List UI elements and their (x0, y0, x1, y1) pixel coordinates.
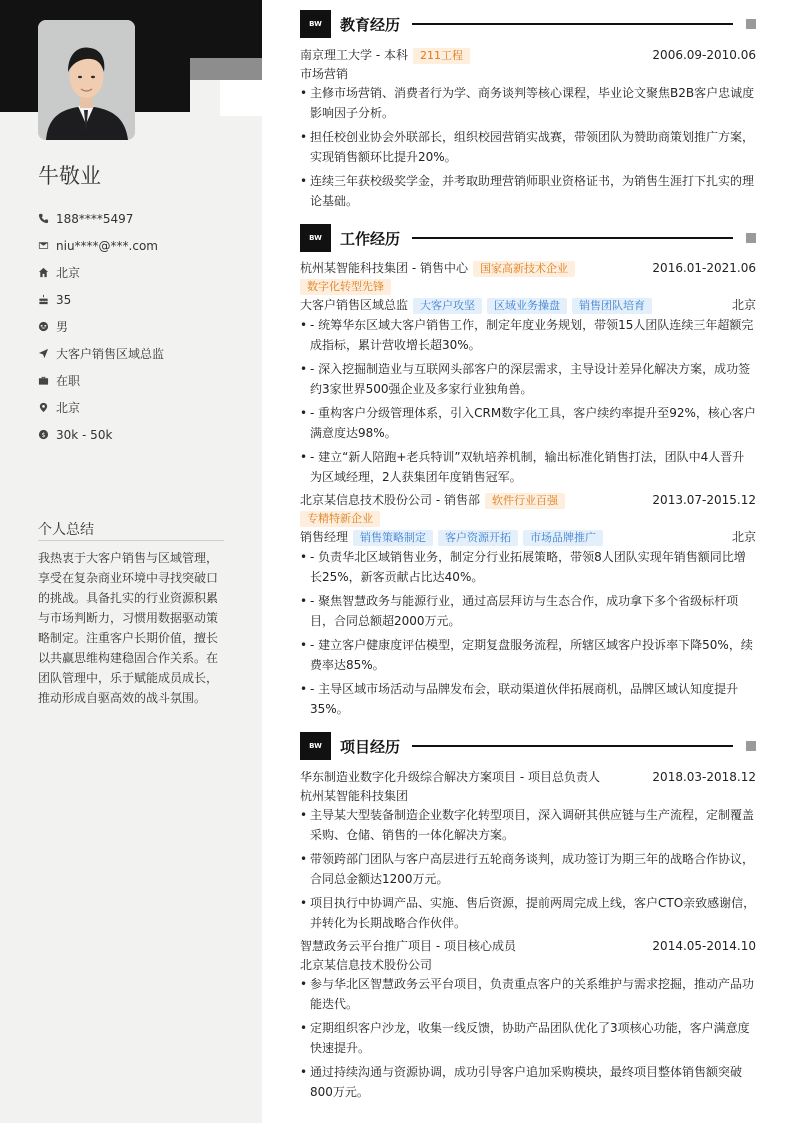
work-entry-1 (300, 259, 756, 487)
list-item: • - 建立“新人陪跑+老兵特训”双轨培养机制，输出标准化销售打法，团队中4人晋升为区域经理，2人获集团年度销售冠军。 (300, 447, 756, 487)
position-title: 销售经理 (300, 530, 349, 544)
info-salary (38, 421, 164, 448)
project-title: 项目经历 (340, 737, 401, 756)
contact-info-list (38, 205, 164, 448)
project-entry-1 (300, 768, 756, 933)
project-date: 2014.05-2014.10 (652, 939, 756, 953)
work-title: 工作经历 (340, 229, 401, 248)
skill-tag: 销售团队培育 (572, 298, 652, 314)
project-org: 杭州某智能科技集团 (300, 789, 409, 803)
skill-tag: 区域业务操盘 (487, 298, 567, 314)
section-icon: BW (300, 224, 331, 252)
info-age (38, 286, 164, 313)
work-entry-2 (300, 491, 756, 719)
skill-tag: 客户资源开拓 (438, 530, 518, 546)
header-accent-gray (190, 58, 262, 80)
summary-divider (38, 540, 224, 541)
company-tag: 软件行业百强 (485, 493, 565, 509)
list-item: • 主导某大型装备制造企业数字化转型项目，深入调研其供应链与生产流程，定制覆盖采购、仓储、销售的一体化解决方案。 (300, 805, 756, 845)
position-row (300, 528, 756, 547)
section-icon: BW (300, 10, 331, 38)
section-square (746, 19, 756, 29)
residence-text: 北京 (56, 266, 81, 280)
briefcase-icon (38, 375, 56, 386)
phone-text: 188****5497 (56, 211, 134, 226)
section-rule (412, 23, 733, 25)
gender-text: 男 (56, 320, 69, 334)
header-accent-white (220, 80, 262, 116)
skill-tag: 销售策略制定 (353, 530, 433, 546)
project-bullets (300, 805, 756, 933)
list-item: • - 主导区域市场活动与品牌发布会，联动渠道伙伴拓展商机，品牌区域认知度提升35%。 (300, 679, 756, 719)
info-gender (38, 313, 164, 340)
work-city: 北京 (731, 298, 756, 312)
school-tag: 211工程 (413, 48, 470, 64)
list-item: • 主修市场营销、消费者行为学、商务谈判等核心课程，毕业论文聚焦B2B客户忠诚度影响因子分析。 (300, 83, 756, 123)
company-tag: 数字化转型先锋 (300, 279, 391, 295)
school-name: 南京理工大学 - 本科 (300, 48, 408, 62)
list-item: • 参与华北区智慧政务云平台项目，负责重点客户的关系维护与需求挖掘，推动产品功能迭代。 (300, 974, 756, 1014)
send-icon (38, 348, 56, 359)
list-item: • 带领跨部门团队与客户高层进行五轮商务谈判，成功签订为期三年的战略合作协议，合同总金额达1200万元。 (300, 849, 756, 889)
list-item: • - 重构客户分级管理体系，引入CRM数字化工具，客户续约率提升至92%，核心客户满意度达98%。 (300, 403, 756, 443)
project-date: 2018.03-2018.12 (652, 770, 756, 784)
main-content (300, 10, 756, 1106)
work-entry-header (300, 259, 756, 278)
work-city: 北京 (731, 530, 756, 544)
list-item: • - 建立客户健康度评估模型，定期复盘服务流程，所辖区域客户投诉率下降50%，续费率达85%。 (300, 635, 756, 675)
list-item: • 定期组织客户沙龙，收集一线反馈，协助产品团队优化了3项核心功能，客户满意度快速提升。 (300, 1018, 756, 1058)
project-section-header (300, 732, 756, 760)
avatar-portrait (38, 20, 135, 140)
skill-tag: 市场品牌推广 (523, 530, 603, 546)
position-title: 大客户销售区域总监 (300, 298, 409, 312)
work-bullets (300, 315, 756, 487)
project-name: 智慧政务云平台推广项目 - 项目核心成员 (300, 939, 516, 953)
target-position-text: 大客户销售区域总监 (56, 347, 165, 361)
info-phone (38, 205, 164, 232)
project-bullets (300, 974, 756, 1102)
company-tagline (300, 279, 756, 295)
work-date: 2016.01-2021.06 (652, 261, 756, 275)
company-tag: 专精特新企业 (300, 511, 380, 527)
home-icon (38, 267, 56, 278)
project-entry-header (300, 937, 756, 956)
work-entry-header (300, 491, 756, 510)
list-item: • - 聚焦智慧政务与能源行业，通过高层拜访与生态合作，成功拿下多个省级标杆项目，合同总额超2000万元。 (300, 591, 756, 631)
candidate-name: 牛敬业 (38, 164, 101, 188)
education-entry-header (300, 46, 756, 65)
position-row (300, 296, 756, 315)
summary-title: 个人总结 (38, 522, 94, 538)
project-entry-2 (300, 937, 756, 1102)
education-section-header (300, 10, 756, 38)
list-item: • 项目执行中协调产品、实施、售后资源，提前两周完成上线，客户CTO亲致感谢信，并转化为长期战略合作伙伴。 (300, 893, 756, 933)
education-date: 2006.09-2010.06 (652, 48, 756, 62)
list-item: • 通过持续沟通与资源协调，成功引导客户追加采购模块，最终项目整体销售额突破800万元。 (300, 1062, 756, 1102)
section-rule (412, 237, 733, 239)
salary-icon (38, 429, 56, 440)
company-tag: 国家高新技术企业 (473, 261, 575, 277)
svg-text:$: $ (41, 430, 46, 439)
section-icon: BW (300, 732, 331, 760)
info-status (38, 367, 164, 394)
project-entry-header (300, 768, 756, 787)
salary-text: 30k - 50k (56, 427, 113, 442)
info-target-city (38, 394, 164, 421)
phone-icon (38, 213, 56, 224)
target-city-text: 北京 (56, 401, 81, 415)
section-rule (412, 745, 733, 747)
major: 市场营销 (300, 67, 349, 81)
info-email (38, 232, 164, 259)
list-item: • 连续三年获校级奖学金，并考取助理营销师职业资格证书，为销售生涯打下扎实的理论基础。 (300, 171, 756, 211)
age-text: 35 (56, 292, 72, 307)
company-tagline (300, 511, 756, 527)
info-target-position (38, 340, 164, 367)
work-section-header (300, 224, 756, 252)
cake-icon (38, 294, 56, 305)
mail-icon (38, 240, 56, 251)
list-item: • - 负责华北区域销售业务，制定分行业拓展策略，带领8人团队实现年销售额同比增长25%，新客贡献占比达40%。 (300, 547, 756, 587)
summary-text: 我热衷于大客户销售与区域管理，享受在复杂商业环境中寻找突破口的挑战。具备扎实的行业资源积累与市场判断力，习惯用数据驱动策略制定。注重客户长期价值，擅长以共赢思维构建稳固合作关系。在团队管理中，乐于赋能成员成长，推动形成自驱高效的战斗氛围。 (38, 551, 219, 705)
list-item: • - 统筹华东区域大客户销售工作，制定年度业务规划，带领15人团队连续三年超额完成指标，累计营收增长超30%。 (300, 315, 756, 355)
gender-icon (38, 321, 56, 332)
list-item: • 担任校创业协会外联部长，组织校园营销实战赛，带领团队为赞助商策划推广方案，实现销售额环比提升20%。 (300, 127, 756, 167)
company-name: 北京某信息技术股份公司 - 销售部 (300, 493, 480, 507)
location-icon (38, 402, 56, 413)
education-title: 教育经历 (340, 15, 401, 34)
info-residence (38, 259, 164, 286)
section-square (746, 233, 756, 243)
project-name: 华东制造业数字化升级综合解决方案项目 - 项目总负责人 (300, 770, 600, 784)
section-square (746, 741, 756, 751)
avatar (38, 20, 135, 140)
company-name: 杭州某智能科技集团 - 销售中心 (300, 261, 468, 275)
education-bullets (300, 83, 756, 211)
status-text: 在职 (56, 374, 81, 388)
list-item: • - 深入挖掘制造业与互联网头部客户的深层需求，主导设计差异化解决方案，成功签约3家世界500强企业及多家行业独角兽。 (300, 359, 756, 399)
work-date: 2013.07-2015.12 (652, 493, 756, 507)
skill-tag: 大客户攻坚 (413, 298, 482, 314)
work-bullets (300, 547, 756, 719)
project-org: 北京某信息技术股份公司 (300, 958, 433, 972)
email-text: niu****@***.com (56, 238, 158, 253)
